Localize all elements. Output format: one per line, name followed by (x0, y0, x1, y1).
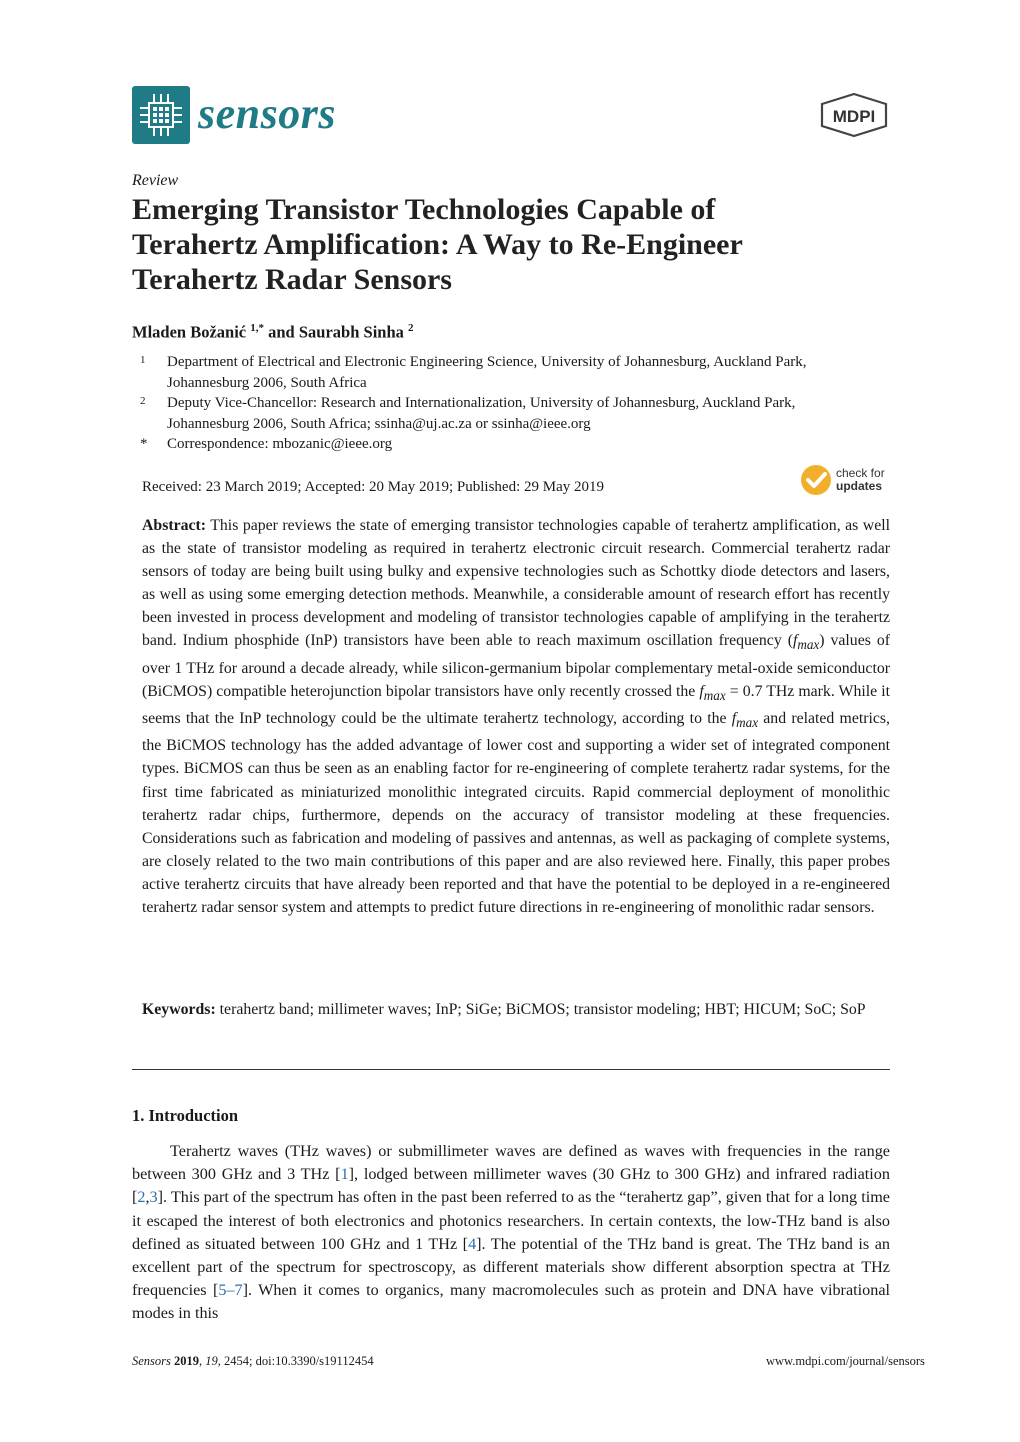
citation-link[interactable]: 1 (340, 1165, 349, 1184)
author-affiliation-marks: 2 (408, 322, 414, 334)
publication-dates: Received: 23 March 2019; Accepted: 20 May 2019; Published: 29 May 2019 (142, 479, 605, 495)
affiliation-line: Deputy Vice-Chancellor: Research and Internationalization, University of Johannesburg, Auckland Park, (167, 395, 796, 411)
citation-link[interactable]: 4 (468, 1234, 477, 1253)
title-line: Terahertz Radar Sensors (132, 263, 452, 296)
abstract-text: ) values of over 1 THz for around a decade already, while silicon-germanium bipolar complementary metal-oxide semiconductor (BiCMOS) compatible heterojunction bipolar transistors have only recently crossed the (142, 632, 890, 700)
article-type: Review (132, 172, 179, 189)
abstract (142, 514, 890, 919)
author-connector: and (268, 322, 295, 342)
abstract-text: and related metrics, the BiCMOS technology has the added advantage of lower cost and supporting a wider set of integrated component types. BiCMOS can thus be seen as an enabling factor for re-engineering of complete terahertz radar systems, for the first time fabricated as miniaturized monolithic integrated circuits. Rapid commercial deployment of monolithic terahertz radar chips, furthermore, depends on the accuracy of transistor modeling at these frequencies. Considerations such as fabrication and modeling of passives and antennas, as well as packaging of complete systems, are closely related to the two main contributions of this paper and are also reviewed here. Finally, this paper probes active terahertz circuits that have already been reported and that have the potential to be deployed in a re-engineered terahertz radar sensor system and attempts to predict future directions in re-engineering of monolithic radar sensors. (142, 710, 890, 916)
mdpi-logo-icon (818, 92, 890, 143)
citation-link[interactable]: 5–7 (218, 1281, 243, 1300)
keywords-text: terahertz band; millimeter waves; InP; SiGe; BiCMOS; transistor modeling; HBT; HICUM; SoC; SoP (215, 1001, 866, 1018)
affiliation-line: Department of Electrical and Electronic Engineering Science, University of Johannesburg, Auckland Park, (167, 354, 807, 370)
journal-name: sensors (198, 89, 336, 138)
affiliation-mark: 2 (140, 395, 146, 407)
footer-journal: Sensors (132, 1354, 171, 1368)
title-line: Emerging Transistor Technologies Capable of (132, 193, 716, 226)
keywords-label: Keywords: (142, 1001, 216, 1018)
check-for-updates-button[interactable] (800, 464, 892, 503)
citation-link[interactable]: 3 (149, 1188, 158, 1207)
footer-volume: 19 (205, 1354, 218, 1368)
section-heading: 1. Introduction (132, 1106, 239, 1125)
svg-text:MDPI: MDPI (832, 107, 876, 126)
fmax-symbol: $f_{max}$ (699, 682, 726, 703)
footer-year: 2019 (174, 1354, 200, 1368)
affiliation-mark: 1 (140, 354, 146, 366)
abstract-label: Abstract: (142, 517, 207, 534)
updates-label: updates (836, 479, 883, 493)
footer-doi: , 2454; doi:10.3390/s19112454 (217, 1354, 374, 1368)
author-name[interactable]: Mladen Božanić (132, 322, 247, 342)
abstract-text: This paper reviews the state of emerging transistor technologies capable of terahertz amplification, as well as the state of transistor modeling as required in terahertz electronic circuit research. Commercial terahertz radar sensors of today are being built using bulky and expensive technologies such as Schottky diode detectors and lasers, as well as using some emerging detection methods. Meanwhile, a considerable amount of research effort has recently been invested in process development and modeling of transistor technologies capable of amplifying in the terahertz band. Indium phosphide (InP) transistors have been able to reach maximum oscillation frequency ( (142, 517, 890, 650)
correspondence-line: Correspondence: mbozanic@ieee.org (167, 436, 393, 452)
affiliation-line: Johannesburg 2006, South Africa; ssinha@uj.ac.za or ssinha@ieee.org (167, 415, 591, 432)
fmax-symbol: $f_{max}$ (792, 632, 820, 653)
article-title (132, 193, 892, 298)
journal-logo-icon (132, 86, 190, 144)
abstract-text: = 0.7 THz mark. While it seems that the InP technology could be the ultimate terahertz technology, according to the (142, 682, 890, 728)
author-affiliation-marks: 1,* (250, 322, 264, 334)
footer-url[interactable]: www.mdpi.com/journal/sensors (766, 1354, 925, 1368)
correspondence-mark: * (140, 436, 148, 452)
footer-citation: Sensors 2019, 19, 2454; doi:10.3390/s19112454 (132, 1354, 374, 1368)
check-for-label: check for (836, 466, 885, 480)
citation-link[interactable]: 2 (137, 1188, 146, 1207)
section-divider (132, 1069, 890, 1070)
author-list (132, 322, 414, 343)
fmax-symbol: $f_{max}$ (731, 710, 759, 731)
author-name[interactable]: Saurabh Sinha (298, 322, 404, 342)
affiliation-line: Johannesburg 2006, South Africa (167, 374, 367, 391)
title-line: Terahertz Amplification: A Way to Re-Engineer (132, 228, 743, 261)
keywords (142, 998, 890, 1021)
intro-paragraph: Terahertz waves (THz waves) or submillimeter waves are defined as waves with frequencies in the range between 300 GHz and 3 THz [1], lodged between millimeter waves (30 GHz to 300 GHz) and infrared radiation [2,3]. This part of the spectrum has often in the past been referred to as the “terahertz gap”, given that for a long time it escaped the interest of both electronics and photonics researchers. In certain contexts, the low-THz band is also defined as situated between 100 GHz and 1 THz [4]. The potential of the THz band is great. The THz band is an excellent part of the spectrum for spectroscopy, as different materials show different absorption spectra at THz frequencies [5–7]. When it comes to organics, many macromolecules such as protein and DNA have vibrational modes in this (132, 1142, 890, 1323)
